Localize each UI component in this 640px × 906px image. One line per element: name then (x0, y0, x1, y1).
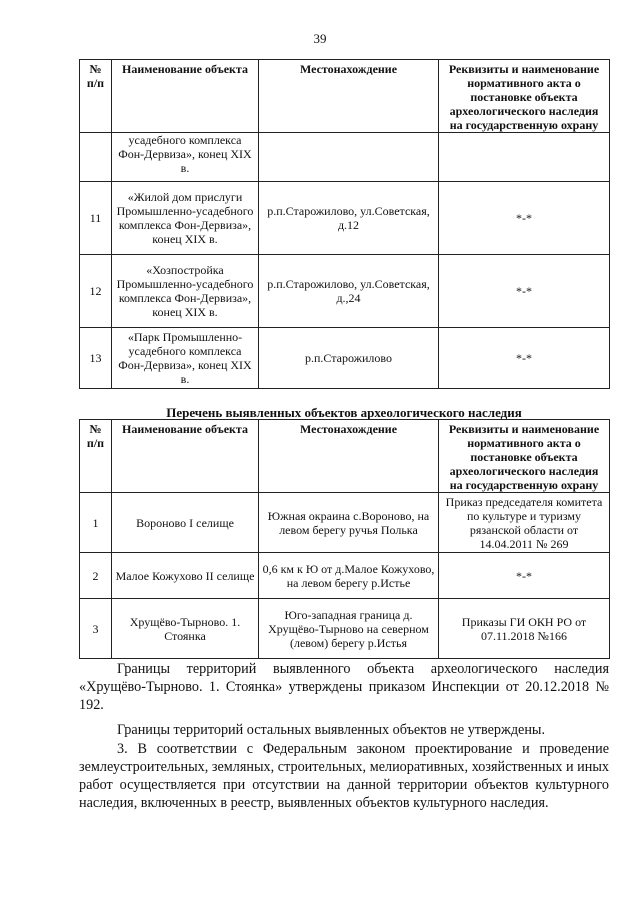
table-row (80, 553, 610, 599)
cell-location: р.п.Старожилово (259, 328, 439, 389)
cell-name: Вороново I селище (112, 493, 259, 553)
column-header-location: Местонахождение (259, 420, 439, 493)
table-row (80, 182, 610, 255)
paragraph-boundaries-not-approved: Границы территорий остальных выявленных объектов не утверждены. (117, 722, 545, 738)
column-header-location: Местонахождение (259, 60, 439, 133)
cell-name: «Жилой дом прислуги Промышленно-усадебного комплекса Фон-Дервиза», конец XIX в. (112, 182, 259, 255)
heritage-objects-table (79, 59, 610, 389)
cell-name: «Парк Промышленно-усадебного комплекса Фон-Дервиза», конец XIX в. (112, 328, 259, 389)
cell-act: Приказ председателя комитета по культуре и туризму рязанской области от 14.04.2011 № 269 (439, 493, 610, 553)
cell-act: Приказы ГИ ОКН РО от 07.11.2018 №166 (439, 599, 610, 659)
cell-number: 11 (80, 182, 112, 255)
column-header-name: Наименование объекта (112, 420, 259, 493)
table-header-row (80, 60, 610, 133)
cell-name: «Хозпостройка Промышленно-усадебного комплекса Фон-Дервиза», конец XIX в. (112, 255, 259, 328)
column-header-act: Реквизиты и наименование нормативного акта о постановке объекта археологического наследия на государственную охрану (439, 60, 610, 133)
cell-act: *-* (439, 553, 610, 599)
cell-number: 2 (80, 553, 112, 599)
cell-act: *-* (439, 182, 610, 255)
cell-act: *-* (439, 328, 610, 389)
cell-act: *-* (439, 255, 610, 328)
cell-number: 3 (80, 599, 112, 659)
cell-location: р.п.Старожилово, ул.Советская, д.,24 (259, 255, 439, 328)
page-number: 39 (313, 31, 327, 46)
cell-location: 0,6 км к Ю от д.Малое Кожухово, на левом берегу р.Истье (259, 553, 439, 599)
table-row (80, 493, 610, 553)
cell-location: Южная окраина с.Вороново, на левом берегу ручья Полька (259, 493, 439, 553)
paragraph-federal-law: 3. В соответствии с Федеральным законом проектирование и проведение землеустроительных, земляных, строительных, мелиоративных, хозяйственных и иных работ осуществляется при отсутствии на данной территории объектов культурного наследия, включенных в реестр, выявленных объектов культурного наследия. (79, 741, 609, 811)
cell-name: Малое Кожухово II селище (112, 553, 259, 599)
section-heading: Перечень выявленных объектов археологического наследия (166, 405, 522, 420)
column-header-number: № п/п (80, 420, 112, 493)
column-header-name: Наименование объекта (112, 60, 259, 133)
cell-location (259, 133, 439, 182)
column-header-act: Реквизиты и наименование нормативного акта о постановке объекта археологического наследия на государственную охрану (439, 420, 610, 493)
cell-number: 12 (80, 255, 112, 328)
archaeological-objects-table (79, 419, 610, 659)
cell-location: р.п.Старожилово, ул.Советская, д.12 (259, 182, 439, 255)
cell-number: 1 (80, 493, 112, 553)
cell-location: Юго-западная граница д. Хрущёво-Тырново на северном (левом) берегу р.Истья (259, 599, 439, 659)
table-row (80, 255, 610, 328)
column-header-number: № п/п (80, 60, 112, 133)
cell-number: 13 (80, 328, 112, 389)
cell-name: усадебного комплекса Фон-Дервиза», конец XIX в. (112, 133, 259, 182)
table-row (80, 599, 610, 659)
cell-number (80, 133, 112, 182)
cell-name: Хрущёво-Тырново. 1. Стоянка (112, 599, 259, 659)
table-row (80, 328, 610, 389)
paragraph-boundaries-approved: Границы территорий выявленного объекта археологического наследия «Хрущёво-Тырново. 1. Стоянка» утверждены приказом Инспекции от 20.12.2018 № 192. (79, 661, 609, 713)
table-row (80, 133, 610, 182)
cell-act (439, 133, 610, 182)
table-header-row (80, 420, 610, 493)
